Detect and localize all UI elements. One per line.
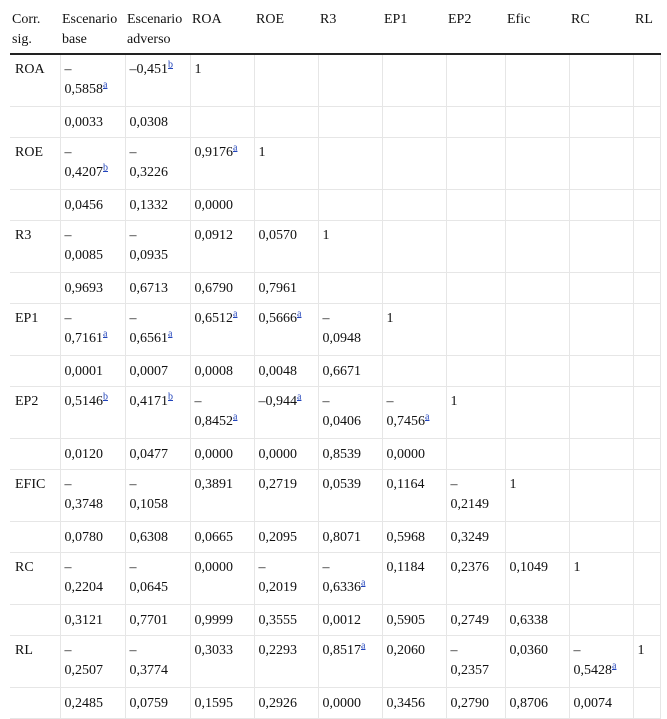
correlation-value: 0,1164 [386, 477, 425, 492]
correlation-cell [125, 553, 190, 605]
significance-cell: 0,6308 [125, 522, 190, 553]
significance-cell: 0,9999 [190, 605, 254, 636]
significance-cell [505, 107, 569, 138]
correlation-cell [382, 138, 446, 190]
correlation-value: 0,0539 [322, 477, 361, 492]
correlation-value: – 0,5428 [573, 643, 612, 678]
correlation-cell [318, 387, 382, 439]
row-label: ROA [10, 54, 60, 107]
correlation-value: – 0,0948 [322, 311, 361, 346]
correlation-cell [446, 304, 505, 356]
significance-cell: 0,0120 [60, 439, 125, 470]
correlation-cell [569, 553, 633, 605]
footnote-link[interactable]: a [103, 79, 108, 91]
correlation-value: 0,0570 [258, 228, 297, 243]
column-header: EP2 [446, 7, 505, 54]
correlation-cell [382, 221, 446, 273]
correlation-value: – 0,0406 [322, 394, 361, 429]
significance-cell: 0,0033 [60, 107, 125, 138]
significance-cell: 0,0048 [254, 356, 318, 387]
significance-cell [633, 107, 660, 138]
row-label: ROE [10, 138, 60, 190]
correlation-value: – 0,7456 [386, 394, 425, 429]
correlation-cell [60, 54, 125, 107]
significance-cell [505, 522, 569, 553]
footnote-link[interactable]: a [103, 328, 108, 340]
correlation-value: – 0,6336 [322, 560, 361, 595]
table-row-significance [10, 688, 660, 719]
correlation-cell [60, 221, 125, 273]
correlation-cell [254, 553, 318, 605]
correlation-cell [190, 553, 254, 605]
correlation-value: – 0,0935 [129, 228, 168, 263]
correlation-cell [254, 470, 318, 522]
significance-cell: 0,2749 [446, 605, 505, 636]
significance-cell [505, 356, 569, 387]
correlation-value: – 0,6561 [129, 311, 168, 346]
correlation-cell [254, 221, 318, 273]
table-row-significance [10, 522, 660, 553]
correlation-cell [505, 54, 569, 107]
correlation-cell [254, 636, 318, 688]
table-row-significance [10, 273, 660, 304]
correlation-cell [125, 221, 190, 273]
significance-cell [633, 190, 660, 221]
footnote-link[interactable]: b [103, 391, 108, 403]
correlation-cell [446, 221, 505, 273]
footnote-link[interactable]: a [297, 308, 302, 320]
significance-cell: 0,1595 [190, 688, 254, 719]
correlation-value: – 0,1058 [129, 477, 168, 512]
correlation-cell [190, 470, 254, 522]
table-row-significance [10, 190, 660, 221]
significance-cell [569, 356, 633, 387]
significance-cell: 0,0008 [190, 356, 254, 387]
correlation-cell [318, 553, 382, 605]
row-label-empty [10, 522, 60, 553]
significance-cell [633, 605, 660, 636]
correlation-cell [60, 470, 125, 522]
correlation-value: – 0,2357 [450, 643, 489, 678]
correlation-value: – 0,2507 [64, 643, 103, 678]
significance-cell [446, 439, 505, 470]
correlation-value: –0,451 [129, 62, 168, 77]
footnote-link[interactable]: a [361, 577, 366, 589]
significance-cell [382, 273, 446, 304]
correlation-cell [633, 304, 660, 356]
correlation-cell [190, 54, 254, 107]
significance-cell: 0,3121 [60, 605, 125, 636]
significance-cell [190, 107, 254, 138]
correlation-value: 0,2719 [258, 477, 297, 492]
correlation-value: 0,2060 [386, 643, 425, 658]
significance-cell: 0,3456 [382, 688, 446, 719]
correlation-cell [254, 54, 318, 107]
row-label: RC [10, 553, 60, 605]
correlation-cell [382, 304, 446, 356]
significance-cell [505, 439, 569, 470]
row-label: EP2 [10, 387, 60, 439]
correlation-cell [125, 304, 190, 356]
significance-cell: 0,8539 [318, 439, 382, 470]
correlation-cell [190, 636, 254, 688]
row-label-empty [10, 356, 60, 387]
significance-cell: 0,6713 [125, 273, 190, 304]
correlation-cell [254, 138, 318, 190]
significance-cell: 0,5968 [382, 522, 446, 553]
column-header: RC [569, 7, 633, 54]
correlation-cell [569, 221, 633, 273]
row-label: R3 [10, 221, 60, 273]
significance-cell: 0,0000 [190, 439, 254, 470]
correlation-value: – 0,5858 [64, 62, 103, 97]
correlation-value: 0,4171 [129, 394, 168, 409]
significance-cell [318, 190, 382, 221]
correlation-value: 1 [258, 145, 266, 160]
correlation-cell [125, 54, 190, 107]
correlation-value: 0,0000 [194, 560, 233, 575]
correlation-cell [190, 387, 254, 439]
correlation-cell [125, 138, 190, 190]
significance-cell: 0,9693 [60, 273, 125, 304]
significance-cell: 0,0477 [125, 439, 190, 470]
correlation-cell [125, 387, 190, 439]
table-row-correlation [10, 138, 660, 190]
correlation-value: 0,5666 [258, 311, 297, 326]
column-header: Escenario base [60, 7, 125, 54]
correlation-cell [505, 304, 569, 356]
correlation-cell [318, 470, 382, 522]
footnote-link[interactable]: a [425, 411, 430, 423]
significance-cell [254, 190, 318, 221]
correlation-cell [633, 553, 660, 605]
row-label: RL [10, 636, 60, 688]
row-label-empty [10, 688, 60, 719]
significance-cell: 0,3555 [254, 605, 318, 636]
correlation-cell [633, 221, 660, 273]
significance-cell: 0,8706 [505, 688, 569, 719]
correlation-cell [382, 54, 446, 107]
row-label-empty [10, 605, 60, 636]
row-label: EP1 [10, 304, 60, 356]
footnote-link[interactable]: a [297, 391, 302, 403]
column-header: EP1 [382, 7, 446, 54]
correlation-value: 0,3033 [194, 643, 233, 658]
table-row-significance [10, 356, 660, 387]
correlation-value: 0,5146 [64, 394, 103, 409]
significance-cell [318, 107, 382, 138]
significance-cell [569, 190, 633, 221]
table-row-correlation [10, 553, 660, 605]
significance-cell: 0,3249 [446, 522, 505, 553]
correlation-value: 1 [322, 228, 330, 243]
correlation-value: 1 [194, 62, 202, 77]
significance-cell [569, 605, 633, 636]
significance-cell: 0,0759 [125, 688, 190, 719]
correlation-cell [505, 138, 569, 190]
correlation-cell [60, 553, 125, 605]
correlation-value: – 0,2019 [258, 560, 297, 595]
correlation-cell [633, 636, 660, 688]
correlation-value: 1 [386, 311, 394, 326]
table-row-correlation [10, 54, 660, 107]
correlation-cell [318, 138, 382, 190]
significance-cell: 0,0000 [254, 439, 318, 470]
correlation-cell [382, 553, 446, 605]
correlation-value: – 0,3774 [129, 643, 168, 678]
correlation-cell [318, 54, 382, 107]
correlation-cell [446, 636, 505, 688]
footnote-link[interactable]: a [233, 142, 238, 154]
correlation-cell [125, 636, 190, 688]
correlation-value: –0,944 [258, 394, 297, 409]
correlation-value: – 0,0645 [129, 560, 168, 595]
table-row-significance [10, 107, 660, 138]
significance-cell [569, 107, 633, 138]
significance-cell [382, 190, 446, 221]
correlation-value: 0,6512 [194, 311, 233, 326]
correlation-value: 0,2376 [450, 560, 489, 575]
significance-cell [254, 107, 318, 138]
row-label-empty [10, 439, 60, 470]
footnote-link[interactable]: a [233, 308, 238, 320]
correlation-cell [633, 470, 660, 522]
column-header: RL [633, 7, 660, 54]
footnote-link[interactable]: a [233, 411, 238, 423]
significance-cell [318, 273, 382, 304]
correlation-cell [505, 387, 569, 439]
correlation-value: 0,8517 [322, 643, 361, 658]
footnote-link[interactable]: a [612, 660, 617, 672]
correlation-value: 0,3891 [194, 477, 233, 492]
row-label: EFIC [10, 470, 60, 522]
correlation-cell [382, 470, 446, 522]
significance-cell: 0,2926 [254, 688, 318, 719]
significance-cell [569, 522, 633, 553]
significance-cell: 0,1332 [125, 190, 190, 221]
table-row-correlation [10, 470, 660, 522]
significance-cell: 0,0308 [125, 107, 190, 138]
significance-cell: 0,7961 [254, 273, 318, 304]
row-label-empty [10, 107, 60, 138]
table-row-significance [10, 439, 660, 470]
footnote-link[interactable]: b [103, 162, 108, 174]
correlation-value: – 0,2149 [450, 477, 489, 512]
correlation-cell [505, 470, 569, 522]
correlation-cell [569, 54, 633, 107]
correlation-cell [60, 387, 125, 439]
significance-cell: 0,0000 [382, 439, 446, 470]
significance-cell: 0,6790 [190, 273, 254, 304]
footnote-link[interactable]: b [168, 59, 173, 71]
correlation-cell [633, 387, 660, 439]
significance-cell: 0,7701 [125, 605, 190, 636]
significance-cell [446, 356, 505, 387]
significance-cell [569, 439, 633, 470]
correlation-value: – 0,7161 [64, 311, 103, 346]
correlation-cell [382, 636, 446, 688]
significance-cell [446, 273, 505, 304]
column-header: Efic [505, 7, 569, 54]
significance-cell: 0,0074 [569, 688, 633, 719]
correlation-value: 0,1049 [509, 560, 548, 575]
correlation-cell [60, 304, 125, 356]
significance-cell: 0,6671 [318, 356, 382, 387]
column-header: Corr. sig. [10, 7, 60, 54]
correlation-cell [633, 54, 660, 107]
column-header: Escenario adverso [125, 7, 190, 54]
correlation-value: 0,0360 [509, 643, 548, 658]
significance-cell: 0,0001 [60, 356, 125, 387]
footnote-link[interactable]: a [361, 640, 366, 652]
significance-cell [569, 273, 633, 304]
significance-cell: 0,2095 [254, 522, 318, 553]
correlation-value: – 0,3748 [64, 477, 103, 512]
table-header-row [10, 7, 660, 54]
significance-cell [633, 273, 660, 304]
correlation-cell [190, 138, 254, 190]
footnote-link[interactable]: b [168, 391, 173, 403]
footnote-link[interactable]: a [168, 328, 173, 340]
correlation-cell [190, 221, 254, 273]
significance-cell: 0,2485 [60, 688, 125, 719]
correlation-cell [505, 553, 569, 605]
significance-cell [382, 356, 446, 387]
significance-cell: 0,0007 [125, 356, 190, 387]
correlation-cell [569, 470, 633, 522]
correlation-cell [569, 636, 633, 688]
column-header: R3 [318, 7, 382, 54]
significance-cell: 0,5905 [382, 605, 446, 636]
correlation-value: – 0,4207 [64, 145, 103, 180]
correlation-cell [382, 387, 446, 439]
row-label-empty [10, 273, 60, 304]
correlation-cell [446, 387, 505, 439]
table-body [10, 54, 660, 719]
correlation-cell [318, 304, 382, 356]
table-row-correlation [10, 636, 660, 688]
correlation-cell [254, 304, 318, 356]
table-row-correlation [10, 304, 660, 356]
significance-cell: 0,0000 [318, 688, 382, 719]
significance-cell: 0,0000 [190, 190, 254, 221]
significance-cell: 0,0780 [60, 522, 125, 553]
table-row-correlation [10, 221, 660, 273]
significance-cell: 0,8071 [318, 522, 382, 553]
significance-cell [382, 107, 446, 138]
correlation-value: – 0,3226 [129, 145, 168, 180]
significance-cell [446, 107, 505, 138]
significance-cell [633, 688, 660, 719]
correlation-cell [505, 221, 569, 273]
correlation-value: – 0,2204 [64, 560, 103, 595]
significance-cell: 0,2790 [446, 688, 505, 719]
correlation-value: 0,0912 [194, 228, 233, 243]
significance-cell [446, 190, 505, 221]
significance-cell [633, 356, 660, 387]
correlation-cell [254, 387, 318, 439]
correlation-value: – 0,0085 [64, 228, 103, 263]
correlation-value: 1 [509, 477, 517, 492]
significance-cell [505, 190, 569, 221]
correlation-value: 1 [637, 643, 645, 658]
correlation-cell [190, 304, 254, 356]
correlation-value: 0,2293 [258, 643, 297, 658]
correlation-cell [60, 636, 125, 688]
row-label-empty [10, 190, 60, 221]
significance-cell [633, 522, 660, 553]
correlation-cell [446, 553, 505, 605]
correlation-cell [569, 138, 633, 190]
correlation-value: 0,9176 [194, 145, 233, 160]
correlation-cell [446, 54, 505, 107]
correlation-cell [60, 138, 125, 190]
correlation-cell [569, 304, 633, 356]
significance-cell: 0,6338 [505, 605, 569, 636]
correlation-value: – 0,8452 [194, 394, 233, 429]
significance-cell [505, 273, 569, 304]
table-row-correlation [10, 387, 660, 439]
column-header: ROE [254, 7, 318, 54]
column-header: ROA [190, 7, 254, 54]
correlation-value: 1 [450, 394, 458, 409]
correlation-cell [318, 636, 382, 688]
correlation-cell [125, 470, 190, 522]
correlation-value: 1 [573, 560, 581, 575]
significance-cell [633, 439, 660, 470]
correlation-cell [318, 221, 382, 273]
significance-cell: 0,0665 [190, 522, 254, 553]
correlation-cell [633, 138, 660, 190]
correlation-table [10, 7, 661, 719]
table-row-significance [10, 605, 660, 636]
correlation-cell [446, 470, 505, 522]
correlation-value: 0,1184 [386, 560, 425, 575]
significance-cell: 0,0456 [60, 190, 125, 221]
correlation-cell [446, 138, 505, 190]
correlation-cell [569, 387, 633, 439]
significance-cell: 0,0012 [318, 605, 382, 636]
correlation-cell [505, 636, 569, 688]
